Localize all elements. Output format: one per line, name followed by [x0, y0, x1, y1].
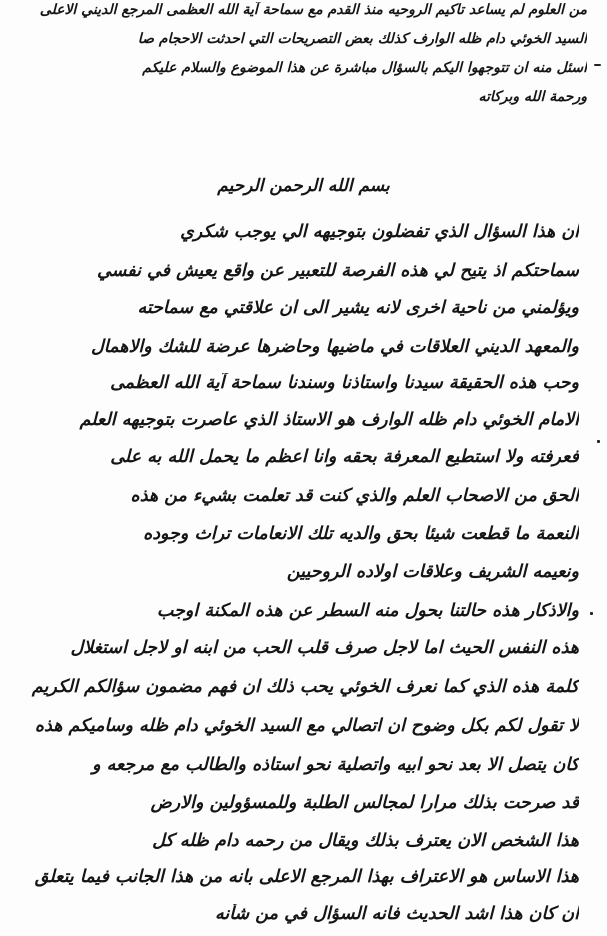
header-text-line-1: من العلوم لم يساعد تاكيم الروحيه منذ القدم مع سماحة آية الله العظمى المرجع الديني الاعلى [39, 2, 587, 18]
header-text-line-2: السيد الخوئي دام ظله الوارف كذلك بعض التصريحات التي احدثت الاحجام صا [137, 31, 587, 47]
body-line-7: فعرفته ولا استطيع المعرفة بحقه وانا اعظم ما يحمل الله به على [110, 447, 579, 467]
body-line-3: ويؤلمني من ناحية اخرى لانه يشير الى ان علاقتي مع سماحته [137, 298, 579, 318]
body-line-1: ان هذا السؤال الذي تفضلون بتوجيهه الي يوجب شكري [180, 222, 579, 242]
header-text-line-3: اسئل منه ان تتوجهوا اليكم بالسؤال مباشرة عن هذا الموضوع والسلام عليكم [142, 60, 587, 76]
body-line-17: هذا الشخص الان يعترف بذلك ويقال من رحمه دام ظله كل [152, 831, 579, 851]
body-line-12: هذه النفس الحيث اما لاجل صرف قلب الحب من ابنه او لاجل استغلال [70, 638, 579, 658]
scan-speck [597, 440, 600, 443]
body-line-10: ونعيمه الشريف وعلاقات اولاده الروحيين [286, 562, 579, 582]
body-line-13: كلمة هذه الذي كما نعرف الخوئي يحب ذلك ان فهم مضمون سؤالكم الكريم [31, 677, 579, 697]
body-line-18: هذا الاساس هو الاعتراف بهذا المرجع الاعلى بانه من هذا الجانب فيما يتعلق [34, 867, 579, 887]
basmala-heading: بسم الله الرحمن الرحيم [217, 176, 390, 196]
body-line-8: الحق من الاصحاب العلم والذي كنت قد تعلمت بشيء من هذه [130, 486, 579, 506]
scan-speck [590, 612, 593, 615]
body-line-14: لا تقول لكم بكل وضوح ان اتصالي مع السيد الخوئي دام ظله وساميكم هذه [34, 716, 579, 736]
body-line-2: سماحتكم اذ يتيح لي هذه الفرصة للتعبير عن واقع يعيش في نفسي [97, 261, 579, 281]
body-line-4: والمعهد الديني العلاقات في ماضيها وحاضرها عرضة للشك والاهمال [91, 337, 579, 357]
body-line-15: كان يتصل الا بعد نحو ابيه واتصلية نحو استاذه والطالب مع مرجعه و [92, 755, 579, 775]
scan-speck [594, 64, 601, 66]
header-text-line-4: ورحمة الله وبركاته [478, 89, 587, 105]
body-line-11: والاذكار هذه حالتنا بحول منه السطر عن هذه المكنة اوجب [156, 601, 579, 621]
body-line-6: الامام الخوئي دام ظله الوارف هو الاستاذ الذي عاصرت بتوجيهه العلم [79, 410, 579, 430]
body-line-19: ان كان هذا اشد الحديث فانه السؤال في من شأنه [214, 904, 579, 924]
body-line-16: قد صرحت بذلك مرارا لمجالس الطلبة وللمسؤولين والارض [150, 793, 579, 813]
body-line-5: وحب هذه الحقيقة سيدنا واستاذنا وسندنا سماحة آية الله العظمى [110, 373, 579, 393]
body-line-9: النعمة ما قطعت شيئا بحق والديه تلك الانعامات تراث وجوده [143, 524, 579, 544]
